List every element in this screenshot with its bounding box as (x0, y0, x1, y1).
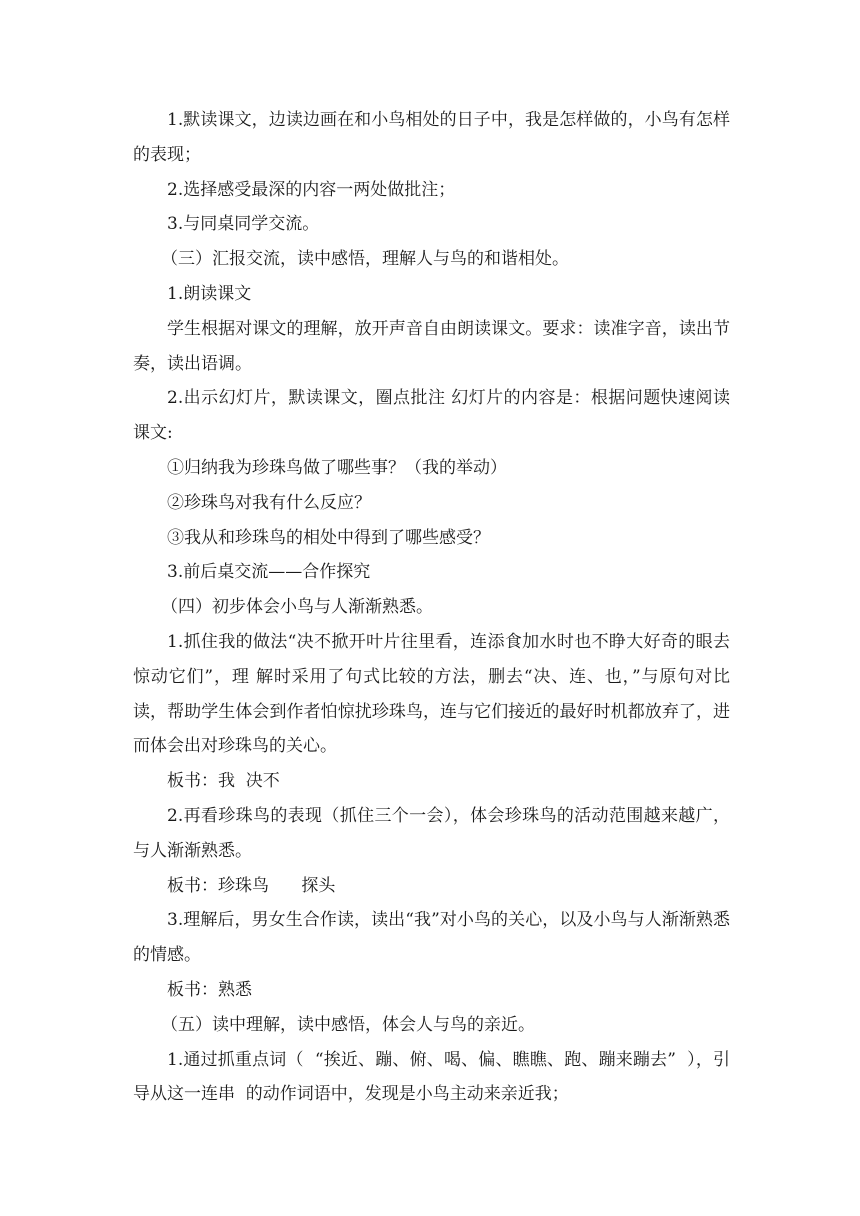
board-note: 板书：珍珠鸟 探头 (167, 875, 336, 896)
paragraph: 学生根据对课文的理解，放开声音自由朗读课文。要求：读准字音，读出节奏，读出语调。 (133, 318, 730, 374)
question-item: ③我从和珍珠鸟的相处中得到了哪些感受？ (167, 527, 490, 548)
section-heading: （三）汇报交流，读中感悟，理解人与鸟的和谐相处。 (161, 249, 569, 270)
section-heading: （四）初步体会小鸟与人渐渐熟悉。 (161, 597, 433, 618)
paragraph: 2.出示幻灯片，默读课文，圈点批注 幻灯片的内容是：根据问题快速阅读课文: (133, 388, 730, 444)
paragraph: 3.前后桌交流——合作探究 (167, 562, 371, 583)
board-note: 板书：我 决不 (167, 771, 280, 792)
paragraph: 3.与同桌同学交流。 (167, 214, 320, 235)
paragraph: 2.选择感受最深的内容一两处做批注； (167, 179, 456, 200)
paragraph: 1.通过抓重点词（ “挨近、蹦、俯、喝、偏、瞧瞧、跑、蹦来蹦去” ），引导从这一连串 的动作词语中，发现是小鸟主动来亲近我； (133, 1049, 730, 1105)
paragraph: 1.抓住我的做法“决不掀开叶片往里看，连添食加水时也不睁大好奇的眼去惊动它们”，理 解时采用了句式比较的方法，删去“决、连、也，”与原句对比读，帮助学生体会到作者怕惊扰珍珠鸟，连与它们接近的最好时机都放弃了，进而体会出对珍珠鸟的关心。 (133, 631, 730, 757)
document-page (133, 103, 730, 1112)
question-item: ②珍珠鸟对我有什么反应？ (167, 492, 371, 513)
board-note: 板书：熟悉 (167, 979, 252, 1000)
paragraph: 3.理解后，男女生合作读，读出“我”对小鸟的关心，以及小鸟与人渐渐熟悉的情感。 (133, 910, 730, 966)
paragraph: 2.再看珍珠鸟的表现（抓住三个一会），体会珍珠鸟的活动范围越来越广，与人渐渐熟悉。 (133, 805, 730, 861)
paragraph: 1.朗读课文 (167, 283, 252, 304)
section-heading: （五）读中理解，读中感悟，体会人与鸟的亲近。 (161, 1014, 535, 1035)
question-item: ①归纳我为珍珠鸟做了哪些事？（我的举动） (167, 457, 507, 478)
paragraph: 1.默读课文，边读边画在和小鸟相处的日子中，我是怎样做的，小鸟有怎样的表现； (133, 110, 730, 165)
